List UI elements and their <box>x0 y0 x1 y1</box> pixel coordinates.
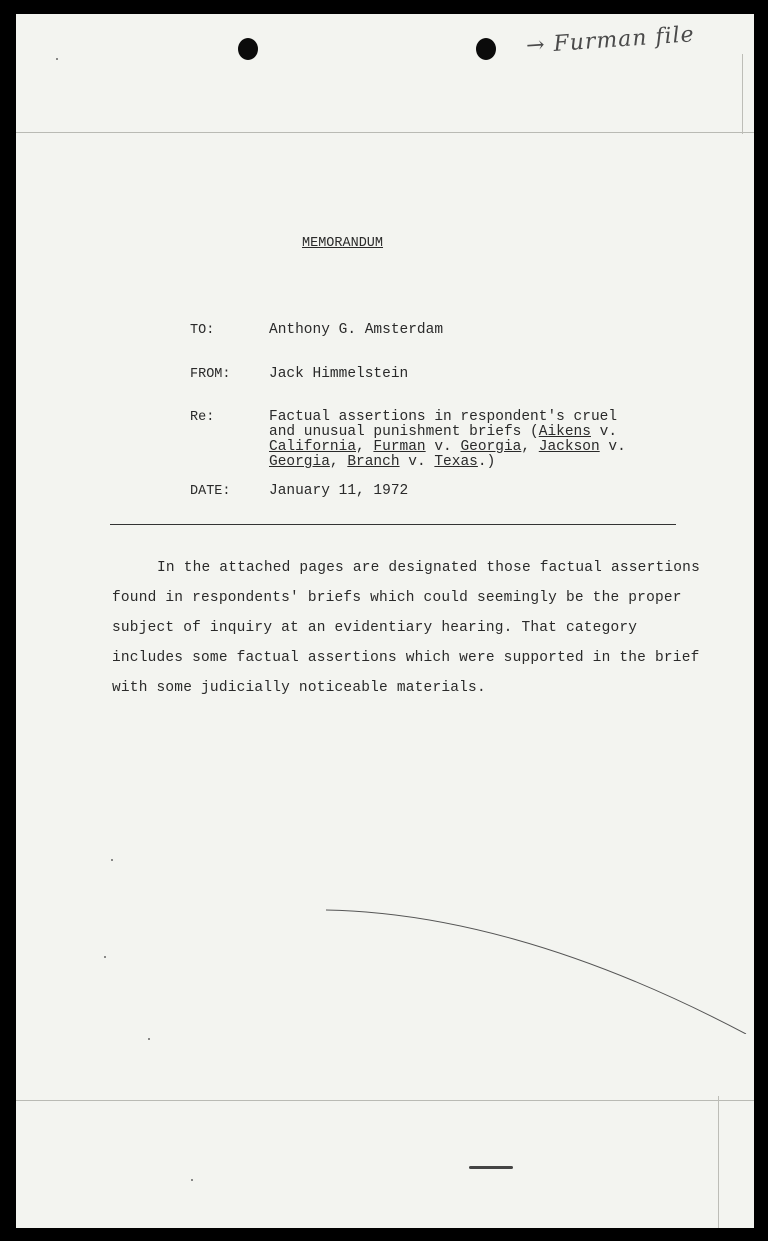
re-text: v. <box>399 454 435 470</box>
stray-pencil-mark <box>316 894 754 1034</box>
re-value <box>269 410 630 470</box>
speck <box>56 58 58 60</box>
memo-title: MEMORANDUM <box>302 236 384 251</box>
date-line <box>190 484 630 499</box>
re-case-name: Georgia <box>460 439 522 455</box>
re-case-name: Georgia <box>269 454 330 470</box>
re-line <box>190 410 630 470</box>
from-label: FROM: <box>190 367 231 382</box>
re-text: v. <box>425 439 461 455</box>
re-text: , <box>329 454 348 470</box>
re-text: , <box>521 439 539 455</box>
header-rule <box>110 524 676 525</box>
re-text: , <box>356 439 374 455</box>
re-case-name: Texas <box>434 454 478 470</box>
to-line <box>190 323 630 338</box>
date-value: January 11, 1972 <box>269 483 409 499</box>
memo-body <box>112 553 702 703</box>
re-case-name: Furman <box>373 439 426 455</box>
punch-hole <box>476 38 496 60</box>
punch-hole <box>238 38 258 60</box>
to-label: TO: <box>190 323 215 338</box>
fold-line <box>16 1100 754 1101</box>
re-text: Factual assertions in respondent's cruel and unusual punishment briefs ( <box>269 409 618 440</box>
re-text: .) <box>477 454 496 470</box>
speck <box>191 1179 193 1181</box>
re-label: Re: <box>190 410 215 425</box>
handwritten-note: → Furman file <box>525 22 696 59</box>
memo-page <box>16 14 754 1228</box>
fold-line <box>16 132 754 133</box>
body-paragraph: In the attached pages are designated those factual assertions found in respondents' briefs which could seemingly be the proper subject of inquiry at an evidentiary hearing. That category includes some factual assertions which were supported in the brief with some judicially noticeable materials. <box>112 560 700 696</box>
to-value: Anthony G. Amsterdam <box>269 322 444 338</box>
re-case-name: Branch <box>347 454 400 470</box>
date-label: DATE: <box>190 484 231 499</box>
from-line <box>190 367 630 382</box>
speck <box>148 1038 150 1040</box>
fold-edge <box>718 1096 719 1228</box>
re-text: v. <box>590 424 618 440</box>
re-case-name: Jackson <box>538 439 600 455</box>
from-value: Jack Himmelstein <box>269 366 409 382</box>
ink-smudge <box>469 1166 513 1169</box>
re-text: v. <box>599 439 626 455</box>
speck <box>104 956 106 958</box>
re-case-name: California <box>269 439 357 455</box>
speck <box>111 859 113 861</box>
re-case-name: Aikens <box>538 424 591 440</box>
fold-edge <box>742 54 743 134</box>
